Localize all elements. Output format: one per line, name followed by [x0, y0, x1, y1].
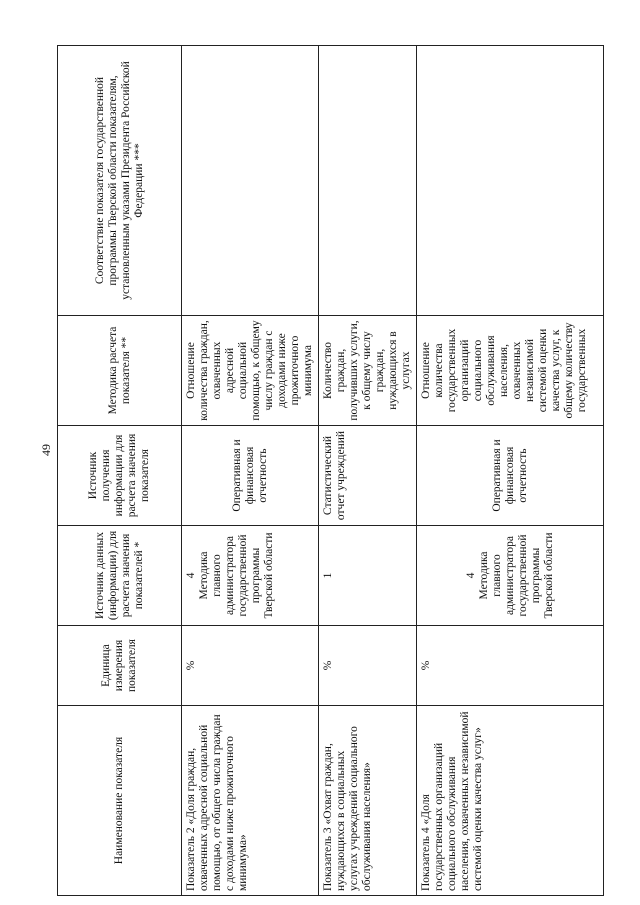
header-row — [58, 46, 182, 896]
indicator-source — [417, 526, 604, 626]
page-number: 49 — [39, 444, 53, 456]
indicator-unit: % — [182, 626, 319, 706]
header-unit: Единица измерения показателя — [58, 626, 182, 706]
header-source: Источник данных (информации) для расчета значения показателей * — [58, 526, 182, 626]
indicators-table — [57, 45, 604, 896]
table-row — [182, 46, 319, 896]
source-text: Методика главного администратора государственной программы Тверской области — [198, 532, 275, 619]
header-method: Методика расчета показателя ** — [58, 316, 182, 426]
indicator-compliance — [182, 46, 319, 316]
indicator-name: Показатель 3 «Охват граждан, нуждающихся в социальных услугах учреждений социального обслуживания населения» — [319, 706, 417, 896]
indicator-info-source: Оперативная и финансовая отчетность — [417, 426, 604, 526]
header-name: Наименование показателя — [58, 706, 182, 896]
indicator-info-source: Статистический отчет учреждений — [319, 426, 417, 526]
indicator-info-source: Оперативная и финансовая отчетность — [182, 426, 319, 526]
indicator-method: Отношение количества граждан, охваченных адресной социальной помощью, к общему числу граждан с доходами ниже прожиточного минимума — [182, 316, 319, 426]
source-number: 4 — [185, 572, 197, 579]
source-text: Методика главного администратора государственной программы Тверской области — [477, 532, 555, 619]
rotated-table-container — [57, 46, 597, 896]
indicator-source — [182, 526, 319, 626]
indicator-method: Количество граждан, получивших услуги, к общему числу граждан, нуждающихся в услугах — [319, 316, 417, 426]
table-row — [319, 46, 417, 896]
table-row — [417, 46, 604, 896]
indicator-name: Показатель 4 «Доля государственных организаций социального обслуживания населения, охваченных независимой системой оценки качества услуг» — [417, 706, 604, 896]
indicator-unit: % — [319, 626, 417, 706]
indicator-unit: % — [417, 626, 604, 706]
indicator-compliance — [319, 46, 417, 316]
source-number: 4 — [464, 572, 477, 579]
indicator-method: Отношение количества государственных организаций социального обслуживания населения, охваченных независимой системой оценки качества услуг, к общему количеству государственных — [417, 316, 604, 426]
source-number: 1 — [322, 572, 334, 579]
header-info-source: Источник получения информации для расчета значения показателя — [58, 426, 182, 526]
header-compliance: Соответствие показателя государственной программы Тверской области показателям, установленным указами Президента Российской Федерации *** — [58, 46, 182, 316]
indicator-name: Показатель 2 «Доля граждан, охваченных адресной социальной помощью, от общего числа граждан с доходами ниже прожиточного минимума» — [182, 706, 319, 896]
indicator-source — [319, 526, 417, 626]
indicator-compliance — [417, 46, 604, 316]
